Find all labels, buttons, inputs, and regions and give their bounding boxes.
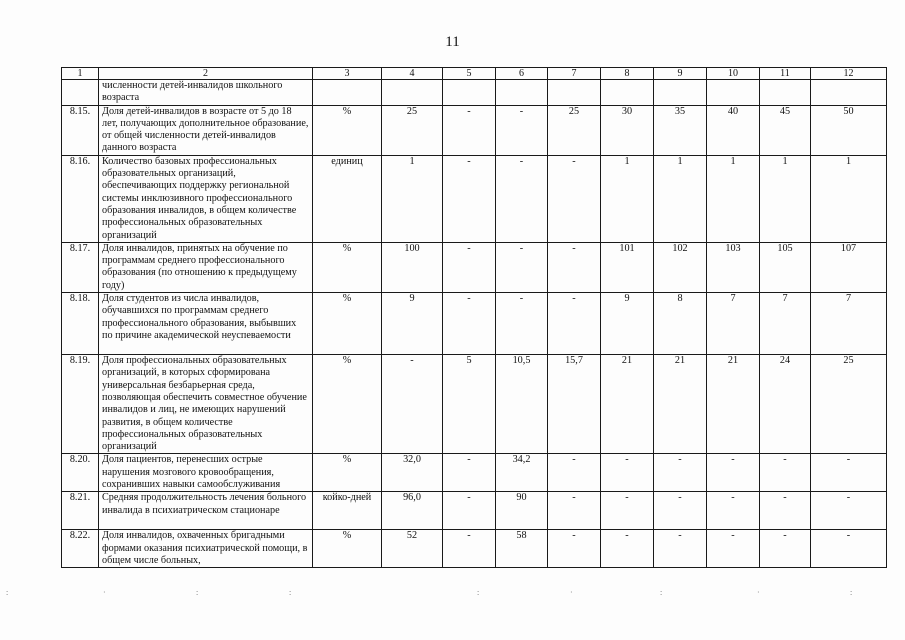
indicator-name: Доля инвалидов, охваченных бригадными формами оказания психиатрической помощи, в общем числе больных, — [99, 530, 313, 568]
indicator-value: 25 — [548, 105, 601, 155]
table-row — [62, 242, 887, 292]
table-row — [62, 293, 887, 355]
indicator-value: 7 — [760, 293, 811, 355]
indicator-value: 35 — [654, 105, 707, 155]
indicator-name: Доля пациентов, перенесших острые нарушения мозгового кровообращения, сохранивших навыки самообслуживания — [99, 454, 313, 492]
indicator-value: - — [760, 454, 811, 492]
indicator-value: 9 — [382, 293, 443, 355]
indicators-table-wrap — [61, 67, 886, 568]
indicator-value: 21 — [601, 355, 654, 454]
indicator-value: 30 — [601, 105, 654, 155]
indicator-value: 102 — [654, 242, 707, 292]
indicator-value: 32,0 — [382, 454, 443, 492]
indicator-number: 8.17. — [62, 242, 99, 292]
column-header: 1 — [62, 68, 99, 80]
column-header: 12 — [811, 68, 887, 80]
indicator-value: 8 — [654, 293, 707, 355]
indicator-unit: % — [313, 355, 382, 454]
indicator-value: - — [443, 492, 496, 530]
indicator-value: 100 — [382, 242, 443, 292]
indicator-value: 101 — [601, 242, 654, 292]
table-row — [62, 454, 887, 492]
scan-artifact-dots: : · : : : · : · : — [6, 588, 853, 597]
table-row — [62, 80, 887, 106]
indicator-value: - — [548, 454, 601, 492]
indicator-value: 24 — [760, 355, 811, 454]
indicator-value: - — [707, 492, 760, 530]
indicator-number: 8.22. — [62, 530, 99, 568]
indicator-number — [62, 80, 99, 106]
indicator-value: - — [548, 155, 601, 242]
column-header: 2 — [99, 68, 313, 80]
column-header: 4 — [382, 68, 443, 80]
indicator-value: - — [654, 454, 707, 492]
indicator-value: - — [811, 530, 887, 568]
indicator-value: - — [443, 530, 496, 568]
indicator-value: - — [548, 492, 601, 530]
indicator-unit: % — [313, 293, 382, 355]
indicator-name: Доля студентов из числа инвалидов, обучавшихся по программам среднего профессионального образования, выбывших по причине академической неуспеваемости — [99, 293, 313, 355]
indicator-unit — [313, 80, 382, 106]
page-number: 11 — [445, 34, 460, 50]
indicator-value: - — [707, 530, 760, 568]
column-header: 8 — [601, 68, 654, 80]
column-header: 11 — [760, 68, 811, 80]
indicator-value: - — [811, 492, 887, 530]
table-row — [62, 155, 887, 242]
indicator-value: - — [654, 492, 707, 530]
indicator-value: - — [443, 293, 496, 355]
indicator-value — [760, 80, 811, 106]
indicator-value — [548, 80, 601, 106]
indicator-value: - — [601, 492, 654, 530]
indicator-number: 8.21. — [62, 492, 99, 530]
column-header: 5 — [443, 68, 496, 80]
indicator-unit: % — [313, 105, 382, 155]
indicator-number: 8.15. — [62, 105, 99, 155]
indicator-name: Количество базовых профессиональных образовательных организаций, обеспечивающих поддержку региональной системы инклюзивного профессионального образования инвалидов, в общем количестве профессиональных образовательных организаций — [99, 155, 313, 242]
indicator-unit: % — [313, 454, 382, 492]
indicator-value: 90 — [496, 492, 548, 530]
indicator-value: - — [496, 242, 548, 292]
indicator-value: - — [443, 155, 496, 242]
indicator-value: 1 — [811, 155, 887, 242]
indicator-value: 50 — [811, 105, 887, 155]
table-row — [62, 355, 887, 454]
indicator-value — [707, 80, 760, 106]
indicator-number: 8.16. — [62, 155, 99, 242]
indicator-value: 25 — [382, 105, 443, 155]
indicator-value: 34,2 — [496, 454, 548, 492]
indicators-table — [61, 67, 887, 568]
indicator-value: - — [496, 293, 548, 355]
indicator-value: 1 — [707, 155, 760, 242]
indicator-value — [496, 80, 548, 106]
indicator-value: 21 — [654, 355, 707, 454]
indicator-name: Доля детей-инвалидов в возрасте от 5 до 18 лет, получающих дополнительное образование, от общей численности детей-инвалидов данного возраста — [99, 105, 313, 155]
indicator-value — [601, 80, 654, 106]
indicator-value: - — [548, 242, 601, 292]
indicator-value: 40 — [707, 105, 760, 155]
indicator-unit: % — [313, 242, 382, 292]
indicator-unit: койко-дней — [313, 492, 382, 530]
indicator-value: 15,7 — [548, 355, 601, 454]
indicator-value: - — [760, 530, 811, 568]
indicator-value: 25 — [811, 355, 887, 454]
column-header: 6 — [496, 68, 548, 80]
indicator-value: 107 — [811, 242, 887, 292]
indicator-value: - — [382, 355, 443, 454]
indicator-value: 1 — [601, 155, 654, 242]
indicator-name: Средняя продолжительность лечения больного инвалида в психиатрическом стационаре — [99, 492, 313, 530]
indicator-value: 1 — [760, 155, 811, 242]
indicator-number: 8.20. — [62, 454, 99, 492]
indicator-value — [443, 80, 496, 106]
indicator-number: 8.19. — [62, 355, 99, 454]
indicator-value: - — [443, 454, 496, 492]
indicator-value: - — [760, 492, 811, 530]
indicator-value: 58 — [496, 530, 548, 568]
indicator-value: 7 — [811, 293, 887, 355]
indicator-value: 105 — [760, 242, 811, 292]
indicator-value: - — [601, 530, 654, 568]
indicator-unit: единиц — [313, 155, 382, 242]
indicator-value: 103 — [707, 242, 760, 292]
indicator-value: - — [496, 105, 548, 155]
indicator-value: 1 — [654, 155, 707, 242]
table-body — [62, 68, 887, 568]
column-header: 7 — [548, 68, 601, 80]
table-row — [62, 105, 887, 155]
indicator-value: 5 — [443, 355, 496, 454]
indicator-value: 52 — [382, 530, 443, 568]
indicator-value — [811, 80, 887, 106]
indicator-value: - — [548, 293, 601, 355]
indicator-value: - — [654, 530, 707, 568]
table-row — [62, 530, 887, 568]
indicator-value: 1 — [382, 155, 443, 242]
indicator-value: 45 — [760, 105, 811, 155]
indicator-value: - — [707, 454, 760, 492]
column-header: 10 — [707, 68, 760, 80]
indicator-value: - — [811, 454, 887, 492]
indicator-value: - — [496, 155, 548, 242]
indicator-value: 21 — [707, 355, 760, 454]
indicator-value — [654, 80, 707, 106]
indicator-value: - — [548, 530, 601, 568]
column-header: 3 — [313, 68, 382, 80]
indicator-name: Доля инвалидов, принятых на обучение по программам среднего профессионального образования (по отношению к предыдущему году) — [99, 242, 313, 292]
indicator-value: 96,0 — [382, 492, 443, 530]
indicator-name: Доля профессиональных образовательных организаций, в которых сформирована универсальная безбарьерная среда, позволяющая обеспечить совместное обучение инвалидов и лиц, не имеющих нарушений развития, в общем количестве профессиональных образовательных организаций — [99, 355, 313, 454]
indicator-value: - — [443, 105, 496, 155]
indicator-value: - — [601, 454, 654, 492]
column-number-row — [62, 68, 887, 80]
indicator-value: 7 — [707, 293, 760, 355]
indicator-unit: % — [313, 530, 382, 568]
table-row — [62, 492, 887, 530]
column-header: 9 — [654, 68, 707, 80]
indicator-name: численности детей-инвалидов школьного возраста — [99, 80, 313, 106]
indicator-value — [382, 80, 443, 106]
indicator-value: 9 — [601, 293, 654, 355]
indicator-number: 8.18. — [62, 293, 99, 355]
indicator-value: 10,5 — [496, 355, 548, 454]
indicator-value: - — [443, 242, 496, 292]
